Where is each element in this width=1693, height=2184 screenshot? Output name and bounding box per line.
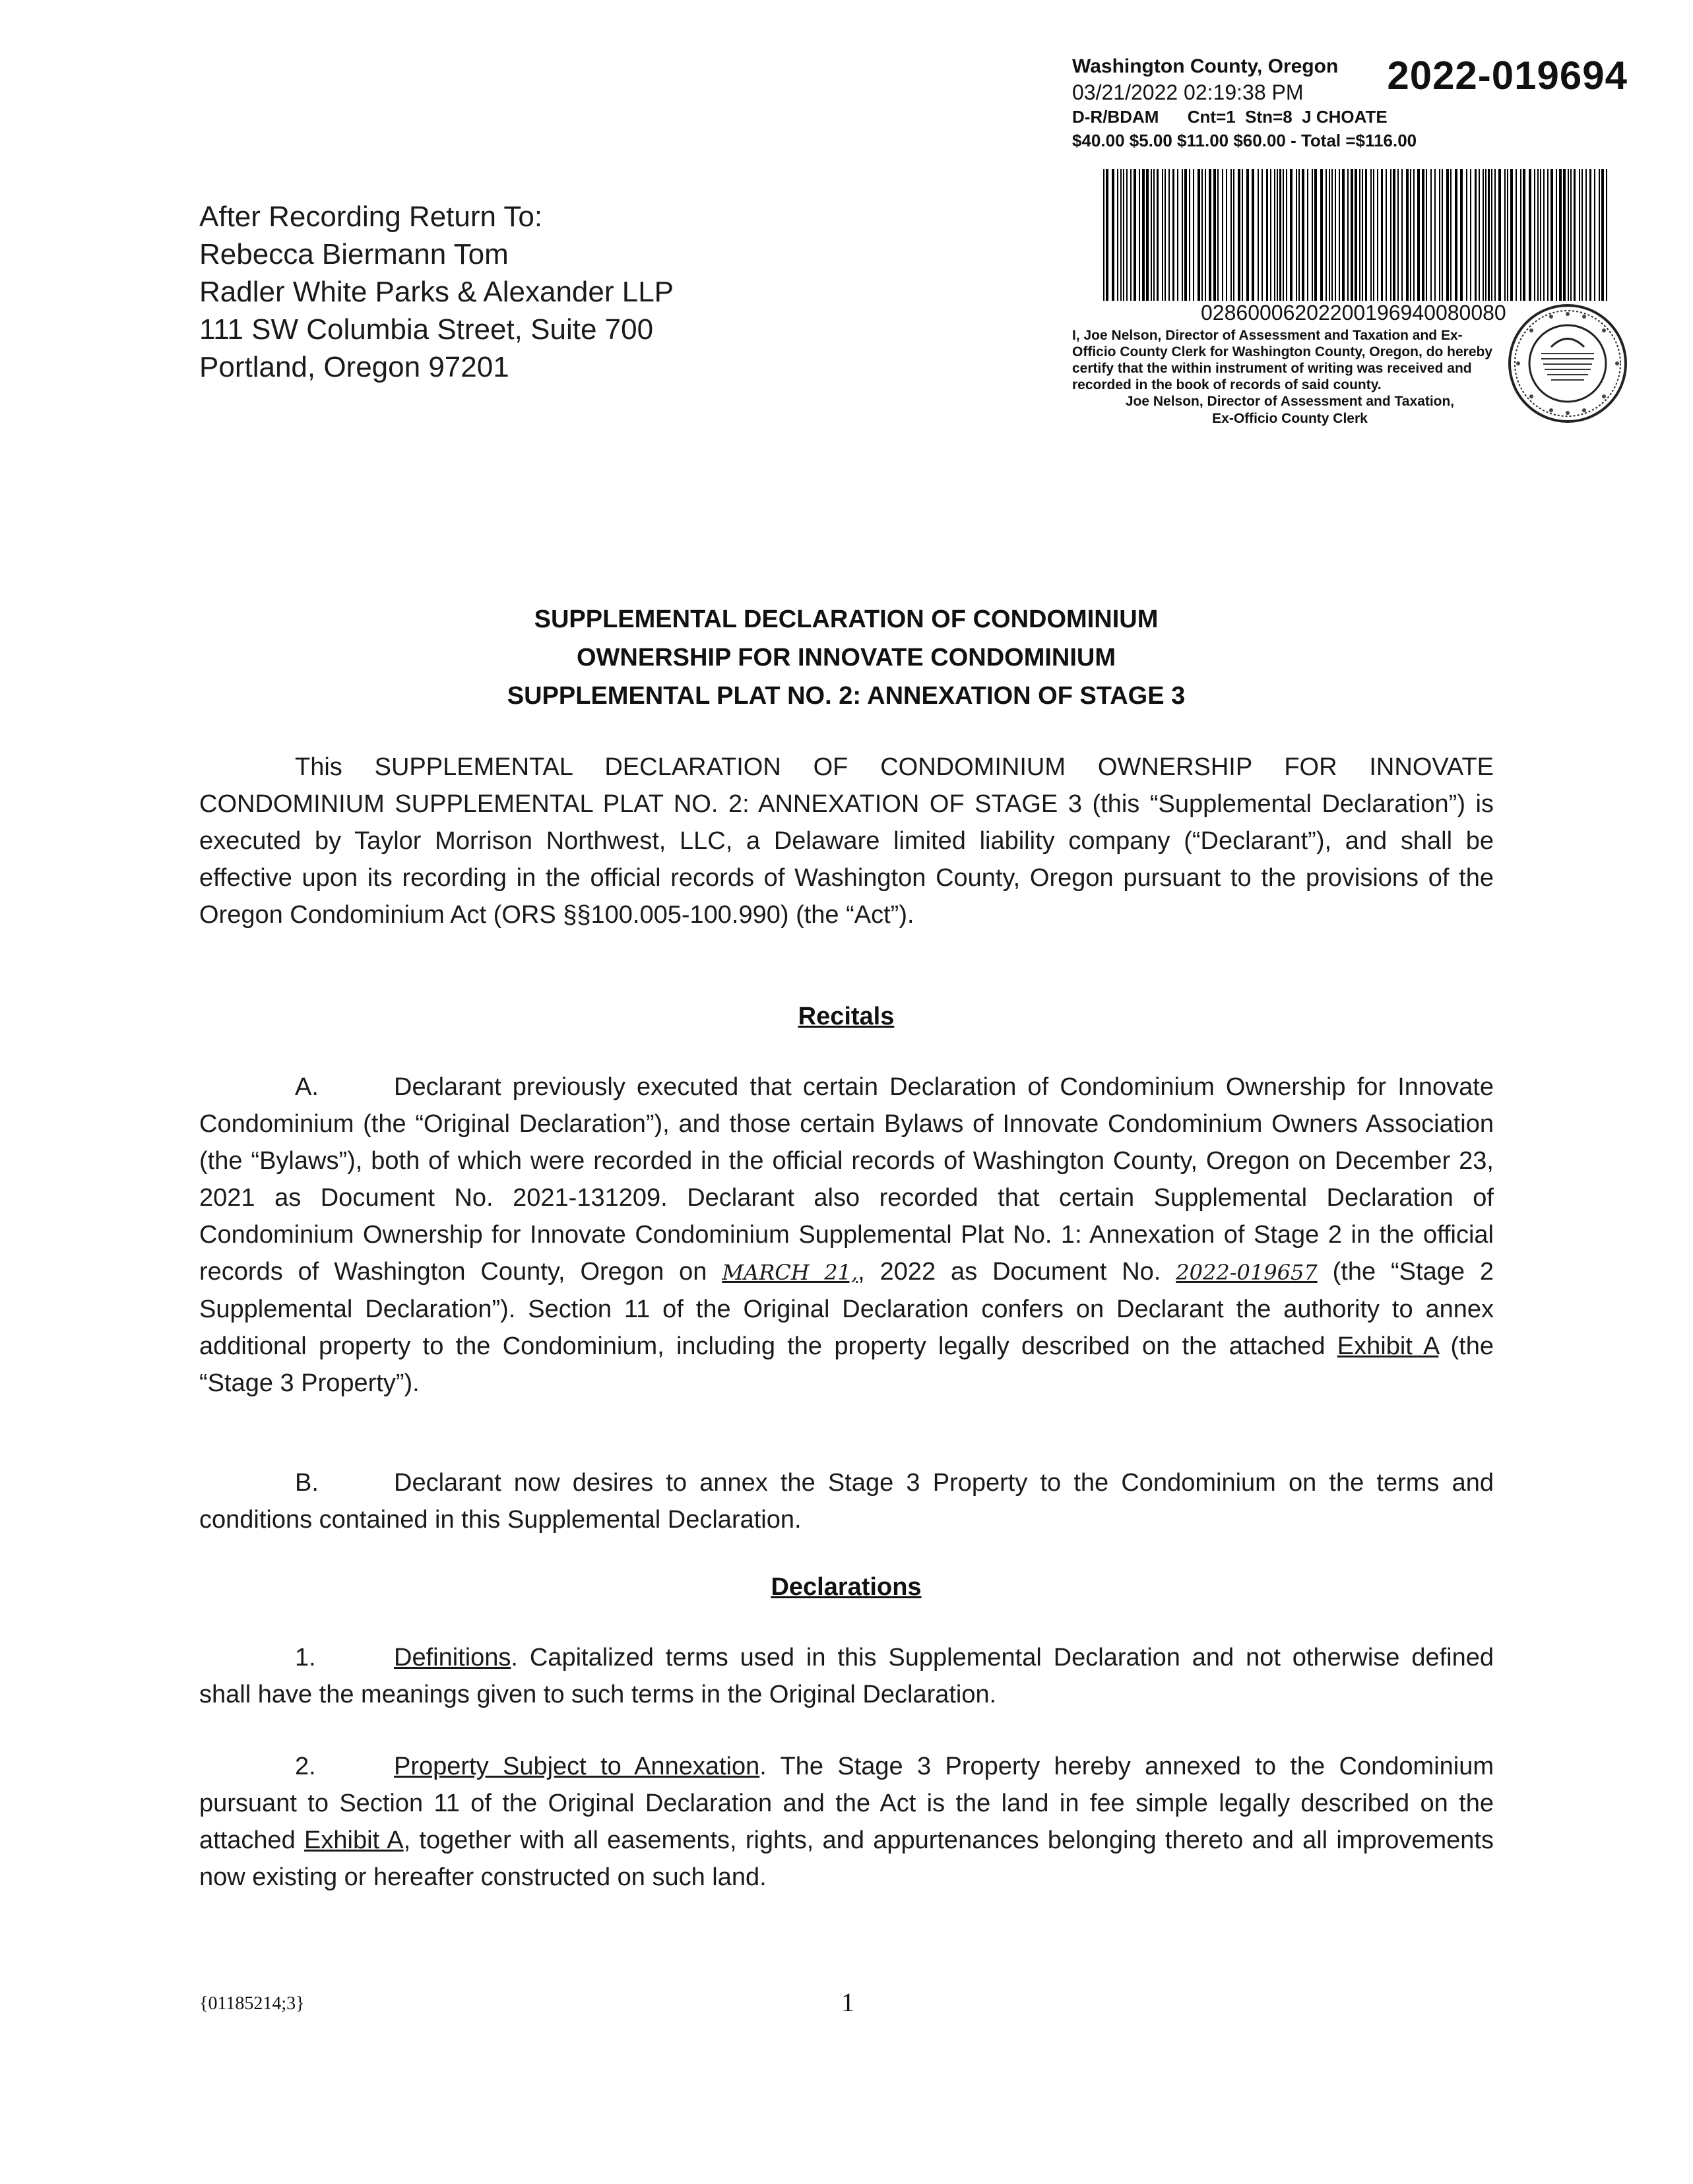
barcode-bar: [1217, 169, 1219, 301]
barcode-bar: [1213, 169, 1216, 301]
barcode-bar: [1563, 169, 1566, 301]
page-number: 1: [841, 1987, 854, 2017]
barcode-bar: [1373, 169, 1374, 301]
document-title: [198, 600, 1494, 715]
recital-b: [199, 1464, 1494, 1538]
barcode-bar: [1370, 169, 1372, 301]
recital-a: [199, 1069, 1494, 1402]
barcode-bar: [1112, 169, 1114, 301]
barcode-bar: [1426, 169, 1427, 301]
barcode-bar: [1302, 169, 1304, 301]
barcode-bar: [1442, 169, 1443, 301]
section-2-text: . The Stage 3 Property hereby annexed to the Condominium pursuant to Section 11 of the Original Declaration and the Act is the land in fee simple legally described on the attached: [199, 1753, 1494, 1854]
barcode-bar: [1585, 169, 1587, 301]
barcode-bar: [1274, 169, 1275, 301]
barcode-bar: [1120, 169, 1122, 301]
section-1-label: 1.: [295, 1644, 316, 1671]
barcode-bar: [1556, 169, 1557, 301]
barcode-bar: [1222, 169, 1223, 301]
recitals-heading: Recitals: [798, 1003, 895, 1030]
intro-paragraph: This SUPPLEMENTAL DECLARATION OF CONDOMINIUM OWNERSHIP FOR INNOVATE CONDOMINIUM SUPPLEMENTAL PLAT NO. 2: ANNEXATION OF STAGE 3 (this “Supplemental Declaration”) is executed by Taylor Morrison Northwest, LLC, a Delaware limited liability company (“Declarant”), and shall be effective upon its recording in the official records of Washington County, Oregon pursuant to the provisions of the Oregon Condominium Act (ORS §§100.005-100.990) (the “Act”).: [199, 753, 1494, 929]
clerk-certification: I, Joe Nelson, Director of Assessment and Taxation and Ex-Officio County Clerk for Washington County, Oregon, do hereby certify that the within instrument of writing was received and recorded in the book of records of said county.: [1072, 328, 1493, 392]
barcode-bar: [1329, 169, 1330, 301]
return-address-line: After Recording Return To:: [199, 201, 543, 233]
title-line: SUPPLEMENTAL DECLARATION OF CONDOMINIUM: [534, 606, 1159, 633]
section-1-text: . Capitalized terms used in this Supplemental Declaration and not otherwise defined shall have the meanings given to such terms in the Original Declaration.: [199, 1644, 1494, 1708]
recital-a-text: (the “Stage 3 Property”).: [199, 1332, 1494, 1397]
barcode-bar: [1568, 169, 1569, 301]
barcode-bar: [1413, 169, 1415, 301]
return-address-line: Portland, Oregon 97201: [199, 351, 509, 383]
barcode-bar: [1516, 169, 1517, 301]
barcode-bar: [1134, 169, 1136, 301]
barcode-bar: [1386, 169, 1387, 301]
barcode-bar: [1184, 169, 1187, 301]
stamp-county: Washington County, Oregon: [1072, 55, 1339, 77]
section-2: [199, 1748, 1494, 1896]
recital-b-text: Declarant now desires to annex the Stage 3 Property to the Condominium on the terms and conditions contained in this Supplemental Declaration.: [199, 1469, 1494, 1534]
barcode-bar: [1494, 169, 1496, 301]
barcode-bar: [1550, 169, 1553, 301]
barcode-bar: [1507, 169, 1508, 301]
barcode-bar: [1130, 169, 1132, 301]
barcode-bar: [1534, 169, 1535, 301]
barcode-bar: [1529, 169, 1531, 301]
barcode-bar: [1193, 169, 1194, 301]
barcode-bar: [1157, 169, 1159, 301]
barcode-bar: [1570, 169, 1572, 301]
barcode-bar: [1355, 169, 1357, 301]
barcode-bar: [1172, 169, 1174, 301]
barcode-bar: [1238, 169, 1240, 301]
declarations-heading: Declarations: [771, 1573, 922, 1601]
barcode-bar: [1123, 169, 1124, 301]
barcode-bar: [1153, 169, 1155, 301]
title-line: SUPPLEMENTAL PLAT NO. 2: ANNEXATION OF STAGE 3: [507, 682, 1186, 710]
return-address-line: Rebecca Biermann Tom: [199, 238, 509, 270]
barcode-bar: [1277, 169, 1278, 301]
barcode-bar: [1547, 169, 1549, 301]
barcode-bar: [1279, 169, 1281, 301]
barcode-bar: [1483, 169, 1484, 301]
barcode-bar: [1410, 169, 1411, 301]
barcode-bar: [1312, 169, 1313, 301]
recording-stamp: [1072, 51, 1633, 434]
barcode-bar: [1594, 169, 1595, 301]
barcode-bar: [1262, 169, 1263, 301]
barcode-bar: [1266, 169, 1268, 301]
barcode-bar: [1283, 169, 1284, 301]
barcode-bar: [1162, 169, 1163, 301]
barcode-bar: [1466, 169, 1467, 301]
stamp-fees: $40.00 $5.00 $11.00 $60.00 - Total =$116.00: [1072, 131, 1417, 150]
barcode-bar: [1406, 169, 1409, 301]
barcode-bar: [1446, 169, 1449, 301]
barcode-bar: [1246, 169, 1249, 301]
exhibit-a-reference: Exhibit A: [304, 1826, 404, 1854]
barcode-bar: [1139, 169, 1140, 301]
barcode-number: 02860006202200196940080080: [1201, 301, 1506, 325]
barcode-bar: [1252, 169, 1254, 301]
barcode: [1102, 169, 1610, 301]
barcode-bar: [1351, 169, 1353, 301]
barcode-bar: [1189, 169, 1190, 301]
document-code: {01185214;3}: [199, 1993, 305, 2014]
barcode-bar: [1491, 169, 1492, 301]
barcode-bar: [1417, 169, 1420, 301]
handwritten-date: MARCH 21,: [722, 1260, 858, 1285]
barcode-bar: [1601, 169, 1604, 301]
section-1-title: Definitions: [394, 1644, 511, 1671]
barcode-bar: [1381, 169, 1383, 301]
barcode-bar: [1485, 169, 1486, 301]
barcode-bar: [1393, 169, 1395, 301]
barcode-bar: [1298, 169, 1300, 301]
return-address-line: 111 SW Columbia Street, Suite 700: [199, 313, 654, 346]
exhibit-a-reference: Exhibit A: [1337, 1332, 1439, 1360]
barcode-bar: [1365, 169, 1367, 301]
signature-line-1: Joe Nelson, Director of Assessment and Taxation,: [1125, 394, 1455, 409]
barcode-bar: [1230, 169, 1232, 301]
recital-a-text: , 2022 as Document No.: [858, 1258, 1161, 1286]
barcode-bar: [1606, 169, 1607, 301]
barcode-bar: [1209, 169, 1211, 301]
barcode-bar: [1510, 169, 1513, 301]
barcode-bar: [1460, 169, 1463, 301]
barcode-bar: [1270, 169, 1271, 301]
barcode-bar: [1559, 169, 1562, 301]
barcode-bar: [1540, 169, 1541, 301]
barcode-bar: [1401, 169, 1403, 301]
barcode-bar: [1146, 169, 1149, 301]
barcode-bar: [1377, 169, 1378, 301]
barcode-bar: [1543, 169, 1545, 301]
barcode-bar: [1106, 169, 1108, 301]
return-address-line: Radler White Parks & Alexander LLP: [199, 276, 674, 308]
title-line: OWNERSHIP FOR INNOVATE CONDOMINIUM: [577, 644, 1116, 671]
barcode-bar: [1286, 169, 1287, 301]
barcode-bar: [1488, 169, 1490, 301]
barcode-bar: [1498, 169, 1501, 301]
barcode-bar: [1520, 169, 1521, 301]
barcode-bar: [1320, 169, 1323, 301]
barcode-bar: [1422, 169, 1424, 301]
barcode-bar: [1574, 169, 1576, 301]
section-1: [199, 1639, 1494, 1713]
barcode-bar: [1168, 169, 1170, 301]
barcode-bar: [1475, 169, 1477, 301]
clerk-signature-block: [1085, 393, 1494, 427]
stamp-codes: D-R/BDAM Cnt=1 Stn=8 J CHOATE: [1072, 107, 1388, 127]
barcode-bar: [1342, 169, 1345, 301]
barcode-bar: [1314, 169, 1317, 301]
barcode-bar: [1198, 169, 1200, 301]
barcode-bar: [1151, 169, 1152, 301]
barcode-bar: [1296, 169, 1297, 301]
return-address: [199, 198, 674, 386]
barcode-bar: [1434, 169, 1436, 301]
barcode-bar: [1226, 169, 1227, 301]
barcode-bar: [1523, 169, 1525, 301]
barcode-bar: [1326, 169, 1327, 301]
barcode-bar: [1455, 169, 1457, 301]
recital-a-text: (the “Stage 2 Supplemental Declaration”). Section 11 of the Original Declaration confers on Declarant the authority to annex additional property to the Condominium, including the property legally described on the attached: [199, 1258, 1494, 1360]
barcode-bar: [1307, 169, 1308, 301]
barcode-bar: [1258, 169, 1259, 301]
barcode-bar: [1126, 169, 1128, 301]
barcode-bar: [1537, 169, 1539, 301]
barcode-bar: [1579, 169, 1580, 301]
section-2-title: Property Subject to Annexation: [394, 1753, 760, 1780]
stamp-datetime: 03/21/2022 02:19:38 PM: [1072, 80, 1304, 104]
barcode-bar: [1581, 169, 1583, 301]
section-2-label: 2.: [295, 1753, 316, 1780]
barcode-bar: [1359, 169, 1360, 301]
barcode-bar: [1177, 169, 1178, 301]
barcode-bar: [1339, 169, 1340, 301]
barcode-bar: [1182, 169, 1183, 301]
recital-a-label: A.: [295, 1073, 319, 1101]
county-seal-icon: [1505, 301, 1630, 426]
barcode-bar: [1331, 169, 1333, 301]
barcode-bar: [1142, 169, 1145, 301]
stamp-document-number: 2022-019694: [1387, 53, 1628, 98]
barcode-bar: [1335, 169, 1336, 301]
barcode-bar: [1103, 169, 1104, 301]
recital-a-text: Declarant previously executed that certain Declaration of Condominium Ownership for Innovate Condominium (the “Original Declaration”), and those certain Bylaws of Innovate Condominium Owners Association (the “Bylaws”), both of which were recorded in the official records of Washington County, Oregon on December 23, 2021 as Document No. 2021-131209. Declarant also recorded that certain Supplemental Declaration of Condominium Ownership for Innovate Condominium Supplemental Plat No. 1: Annexation of Stage 2 in the official records of Washington County, Oregon on: [199, 1073, 1494, 1286]
barcode-bar: [1397, 169, 1399, 301]
barcode-bar: [1347, 169, 1349, 301]
barcode-bar: [1470, 169, 1471, 301]
barcode-bar: [1450, 169, 1452, 301]
barcode-bar: [1390, 169, 1391, 301]
recital-b-label: B.: [295, 1469, 319, 1497]
barcode-bar: [1242, 169, 1243, 301]
barcode-bar: [1290, 169, 1293, 301]
barcode-bar: [1117, 169, 1118, 301]
handwritten-document-number: 2022-019657: [1176, 1260, 1318, 1285]
signature-line-2: Ex-Officio County Clerk: [1212, 411, 1368, 426]
barcode-bar: [1479, 169, 1480, 301]
section-2-text: , together with all easements, rights, and appurtenances belonging thereto and all improvements now existing or hereafter constructed on such land.: [199, 1826, 1494, 1891]
barcode-bar: [1504, 169, 1506, 301]
barcode-bar: [1362, 169, 1363, 301]
barcode-bar: [1201, 169, 1203, 301]
barcode-bar: [1165, 169, 1166, 301]
barcode-bar: [1599, 169, 1600, 301]
barcode-bar: [1589, 169, 1591, 301]
barcode-bar: [1439, 169, 1440, 301]
barcode-bar: [1233, 169, 1234, 301]
barcode-bar: [1430, 169, 1432, 301]
barcode-bar: [1205, 169, 1206, 301]
